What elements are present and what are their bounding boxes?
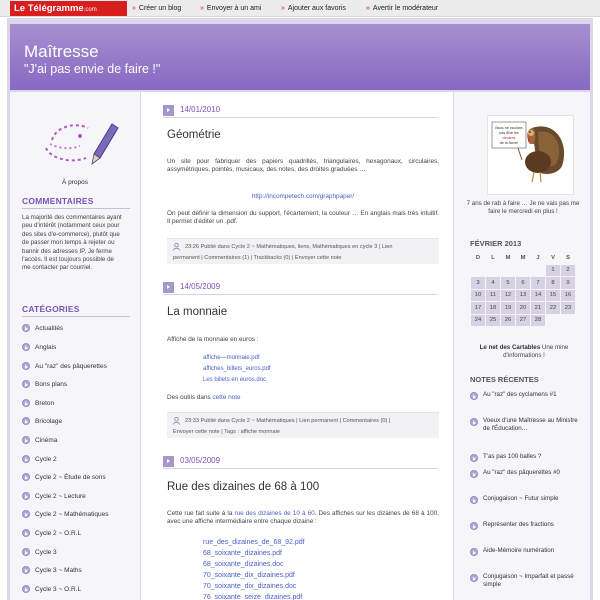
calendar-cell xyxy=(501,265,515,277)
calendar-cell[interactable]: 26 xyxy=(501,315,515,327)
calendar-cell xyxy=(471,265,485,277)
calendar-cell xyxy=(546,315,560,327)
divider xyxy=(22,208,130,209)
calendar-cell xyxy=(486,265,500,277)
post-date: 14/05/2009 xyxy=(180,282,221,291)
left-sidebar xyxy=(10,92,140,600)
calendar-cell[interactable]: 27 xyxy=(516,315,530,327)
double-chevron-icon: » xyxy=(366,5,370,12)
post-date: 14/01/2010 xyxy=(180,105,221,114)
post-paragraph: Un site pour fabriquer des papiers quadrillés, triangulaires, hexagonaux, circulaires, assymétriques, pointés, musicaux, des notes, des droites graduées … xyxy=(167,158,439,174)
bullet-arrow-icon xyxy=(22,380,30,388)
bullet-arrow-icon xyxy=(22,324,30,332)
dizaines-link[interactable]: rue des dizaines de 10 à 60 xyxy=(234,510,315,517)
calendar-cell[interactable]: 28 xyxy=(531,315,545,327)
calendar-cell[interactable]: 17 xyxy=(471,302,485,314)
bullet-arrow-icon xyxy=(470,522,478,530)
divider xyxy=(22,316,130,317)
turkey-icon xyxy=(488,116,573,194)
file-link[interactable]: Les billets en euros.doc xyxy=(203,377,267,383)
post-paragraph: Cette rue fait suite à la rue des dizaines de 10 à 60. Des affiches sur les dizaines de 68 à 100, avec une affiche intermédiaire entre chaque dizaine : xyxy=(167,510,439,526)
calendar-cell xyxy=(516,265,530,277)
cartables-link[interactable]: Le net des Cartables xyxy=(479,344,541,351)
recent-note-item[interactable]: Voeux d'une Maîtresse au Ministre de l'Éducation… xyxy=(470,417,582,434)
calendar-cell[interactable]: 7 xyxy=(531,277,545,289)
bullet-arrow-icon xyxy=(470,496,478,504)
bullet-arrow-icon xyxy=(22,417,30,425)
category-item[interactable]: Bons plans xyxy=(22,380,67,392)
file-link[interactable]: rue_des_dizaines_de_68_92.pdf xyxy=(203,539,305,546)
calendar-cell[interactable]: 14 xyxy=(531,290,545,302)
calendar-day-header: D xyxy=(475,254,481,261)
bullet-arrow-icon xyxy=(470,470,478,478)
post-date-bar xyxy=(163,455,438,469)
right-sidebar xyxy=(454,92,590,600)
telegramme-logo[interactable]: Le Télégramme.com xyxy=(10,1,127,16)
calendar-cell[interactable]: 11 xyxy=(486,290,500,302)
calendar-day-header: M xyxy=(505,254,511,261)
category-item[interactable]: Cycle 2 xyxy=(22,455,57,467)
recent-note-item[interactable]: Conjugaison ~ Imparfait et passé simple xyxy=(470,573,582,590)
post-title[interactable]: Rue des dizaines de 68 à 100 xyxy=(167,481,320,493)
bullet-arrow-icon xyxy=(470,454,478,462)
turkey-image[interactable] xyxy=(487,115,574,195)
comments-text: La majorité des commentaires ayant peu d'intérêt (notamment ceux pour des sites d'e-commerce), plutôt que de passer mon temps à rejeter ou bannir des adresses IP, Je ferme l'accès. Il est toujours possible de me contacter par courriel. xyxy=(22,214,122,272)
category-item[interactable]: Cycle 3 ~ Maths xyxy=(22,566,82,578)
post-meta-line[interactable]: permanent | Commentaires (1) | Trackbacks (0) | Envoyer cette note xyxy=(173,254,342,261)
category-item[interactable]: Bricolage xyxy=(22,417,62,429)
pen-logo-icon xyxy=(40,112,120,172)
recent-note-item[interactable]: Conjugaison ~ Futur simple xyxy=(470,495,582,503)
double-chevron-icon: » xyxy=(281,5,285,12)
post-title[interactable]: Géométrie xyxy=(167,129,221,141)
svg-text:Nous ne voulons: Nous ne voulons xyxy=(495,126,523,130)
bullet-arrow-icon xyxy=(22,343,30,351)
calendar xyxy=(470,251,576,327)
report-moderator-link[interactable]: » Avertir le modérateur xyxy=(366,5,439,12)
post-meta-line[interactable]: 23:26 Publié dans Cycle 2 ~ Mathématiques, liens, Mathématiques en cycle 3 | Lien xyxy=(185,244,393,250)
post-title[interactable]: La monnaie xyxy=(167,306,228,318)
calendar-cell[interactable]: 23 xyxy=(561,302,575,314)
cartables-note: Le net des Cartables Une mine d'informations ! xyxy=(479,344,569,360)
double-chevron-icon: » xyxy=(200,5,204,12)
calendar-day-header: V xyxy=(551,254,555,261)
post-meta-line[interactable]: Envoyer cette note | Tags : affiche monnaie xyxy=(173,428,280,435)
bullet-arrow-icon xyxy=(22,510,30,518)
post-meta xyxy=(167,412,439,438)
category-item[interactable]: Anglais xyxy=(22,343,56,355)
calendar-cell[interactable]: 1 xyxy=(546,265,560,277)
category-item[interactable]: Breton xyxy=(22,399,54,411)
bullet-arrow-icon xyxy=(22,362,30,370)
bullet-arrow-icon xyxy=(22,473,30,481)
file-link[interactable]: affiches_billets_euros.pdf xyxy=(203,366,271,372)
blog-banner xyxy=(10,24,590,90)
bullet-arrow-icon xyxy=(22,548,30,556)
category-item[interactable]: Cycle 3 xyxy=(22,548,57,560)
about-link[interactable]: À propos xyxy=(61,179,89,186)
recent-note-item[interactable]: Représenter des fractions xyxy=(470,521,582,529)
calendar-day-header: S xyxy=(566,254,570,261)
bullet-arrow-icon xyxy=(22,492,30,500)
post-paragraph: Des outils dans cette note xyxy=(167,394,241,401)
file-link[interactable]: 76_soixante_seize_dizaines.pdf xyxy=(203,594,303,600)
recent-note-item[interactable]: Au "raz" des pâquerettes #0 xyxy=(470,469,582,477)
svg-text:de la farce!: de la farce! xyxy=(499,141,519,145)
create-blog-link[interactable]: » Créer un blog xyxy=(132,5,182,12)
recent-note-item[interactable]: Aide-Mémoire numération xyxy=(470,547,582,555)
calendar-cell[interactable]: 6 xyxy=(516,277,530,289)
post-paragraph: On peut définir la dimension du support, l'écartement, la couleur … En anglais mais très intuitif. Il permet d'éditer un .pdf. xyxy=(167,210,439,226)
bullet-arrow-icon xyxy=(470,548,478,556)
calendar-cell[interactable]: 13 xyxy=(516,290,530,302)
calendar-cell[interactable]: 4 xyxy=(486,277,500,289)
bullet-arrow-icon xyxy=(22,529,30,537)
category-item[interactable]: Cycle 2 ~ O.R.L xyxy=(22,529,81,541)
post-paragraph: Affiche de la monnaie en euros : xyxy=(167,336,259,343)
date-arrow-icon xyxy=(163,456,174,467)
recent-notes-heading: NOTES RÉCENTES xyxy=(470,375,539,384)
calendar-cell xyxy=(531,265,545,277)
recent-note-item[interactable]: Au "raz" des cyclamens #1 xyxy=(470,391,582,399)
date-arrow-icon xyxy=(163,105,174,116)
recent-note-item[interactable]: T'as pas 100 balles ? xyxy=(470,453,582,461)
file-link[interactable]: 68_soixante_dizaines.pdf xyxy=(203,550,283,557)
top-bar xyxy=(0,0,600,17)
main-content xyxy=(141,92,453,600)
blog-subtitle: "J'ai pas envie de faire !" xyxy=(24,62,161,76)
bullet-arrow-icon xyxy=(470,574,478,582)
post-date-bar xyxy=(163,104,438,118)
note-link[interactable]: cette note xyxy=(212,394,241,401)
bullet-arrow-icon xyxy=(470,418,478,426)
calendar-cell[interactable]: 2 xyxy=(561,265,575,277)
file-link[interactable]: 68_soixante_dizaines.doc xyxy=(203,561,284,568)
calendar-day-header: M xyxy=(520,254,526,261)
author-icon xyxy=(173,243,180,251)
date-arrow-icon xyxy=(163,282,174,293)
svg-text:dindons: dindons xyxy=(502,136,516,140)
category-item[interactable]: Cinéma xyxy=(22,436,57,448)
calendar-cell[interactable]: 5 xyxy=(501,277,515,289)
file-link[interactable]: 70_soixante_dix_dizaines.doc xyxy=(203,583,297,590)
category-item[interactable]: Cycle 2 ~ Étude de sons xyxy=(22,473,106,485)
category-item[interactable]: Cycle 3 ~ O.R.L xyxy=(22,585,81,597)
post-meta-line[interactable]: 23:33 Publié dans Cycle 2 ~ Mathématiques | Lien permanent | Commentaires (0) | xyxy=(185,418,391,424)
calendar-cell[interactable]: 12 xyxy=(501,290,515,302)
bullet-arrow-icon xyxy=(22,566,30,574)
category-item[interactable]: Cycle 2 ~ Mathématiques xyxy=(22,510,109,522)
calendar-cell[interactable]: 19 xyxy=(501,302,515,314)
calendar-day-header: L xyxy=(491,254,495,261)
category-item[interactable]: Au "raz" des pâquerettes xyxy=(22,362,107,374)
double-chevron-icon: » xyxy=(132,5,136,12)
calendar-cell[interactable]: 18 xyxy=(486,302,500,314)
send-to-friend-link[interactable]: » Envoyer à un ami xyxy=(200,5,262,12)
category-item[interactable]: Actualités xyxy=(22,324,63,336)
calendar-cell xyxy=(561,315,575,327)
post-date: 03/05/2009 xyxy=(180,456,221,465)
blog-title[interactable]: Maîtresse xyxy=(24,42,99,61)
calendar-title: FÉVRIER 2013 xyxy=(470,239,522,248)
comments-heading: COMMENTAIRES xyxy=(22,196,94,206)
author-icon xyxy=(173,417,180,425)
calendar-cell[interactable]: 24 xyxy=(471,315,485,327)
graphpaper-link[interactable]: http://incompetech.com/graphpaper/ xyxy=(251,193,355,200)
calendar-cell[interactable]: 21 xyxy=(531,302,545,314)
calendar-day-header: J xyxy=(536,254,540,261)
post-date-bar xyxy=(163,281,438,295)
calendar-cell[interactable]: 10 xyxy=(471,290,485,302)
bullet-arrow-icon xyxy=(22,455,30,463)
add-favorites-link[interactable]: » Ajouter aux favoris xyxy=(281,5,346,12)
bullet-arrow-icon xyxy=(22,585,30,593)
calendar-cell[interactable]: 25 xyxy=(486,315,500,327)
calendar-cell[interactable]: 20 xyxy=(516,302,530,314)
calendar-cell[interactable]: 15 xyxy=(546,290,560,302)
bullet-arrow-icon xyxy=(22,399,30,407)
calendar-cell[interactable]: 3 xyxy=(471,277,485,289)
calendar-cell[interactable]: 16 xyxy=(561,290,575,302)
calendar-cell[interactable]: 9 xyxy=(561,277,575,289)
file-link[interactable]: 70_soixante_dix_dizaines.pdf xyxy=(203,572,295,579)
categories-heading: CATÉGORIES xyxy=(22,304,80,314)
bullet-arrow-icon xyxy=(470,392,478,400)
file-link[interactable]: affiche—monnaie.pdf xyxy=(203,355,260,361)
calendar-cell[interactable]: 8 xyxy=(546,277,560,289)
turkey-caption: 7 ans de rab à faire … Je ne vais pas me faire le mercredi en plus ! xyxy=(466,200,580,216)
post-meta xyxy=(167,238,439,264)
bullet-arrow-icon xyxy=(22,436,30,444)
svg-text:pas être les: pas être les xyxy=(499,131,519,135)
calendar-cell[interactable]: 22 xyxy=(546,302,560,314)
category-item[interactable]: Cycle 2 ~ Lecture xyxy=(22,492,86,504)
